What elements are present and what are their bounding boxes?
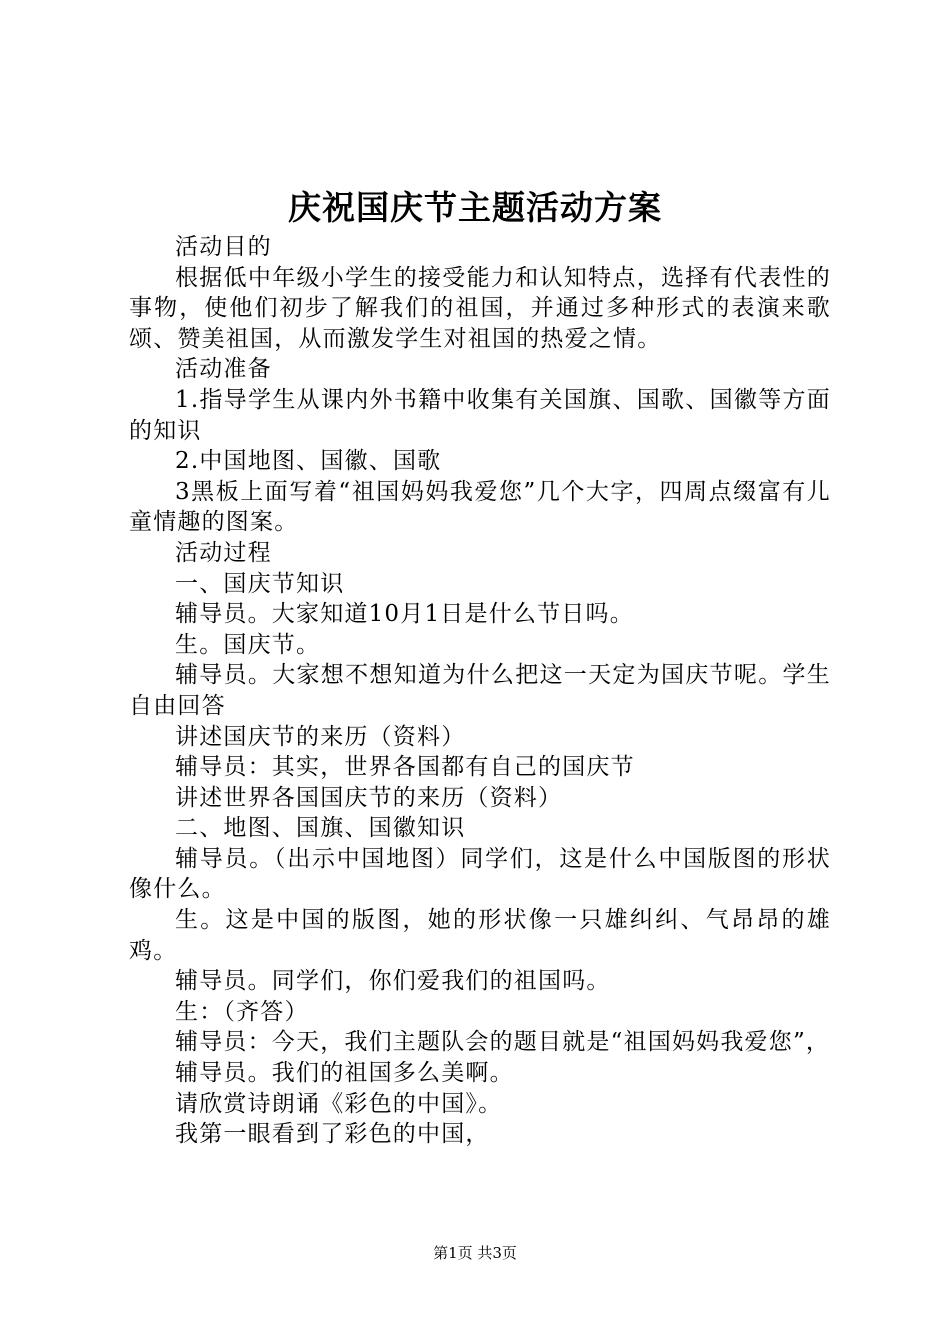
paragraph: 辅导员：今天，我们主题队会的题目就是“祖国妈妈我爱您”， <box>175 1029 831 1056</box>
paragraph: 辅导员。我们的祖国多么美啊。 <box>175 1060 514 1087</box>
paragraph: 辅导员。同学们，你们爱我们的祖国吗。 <box>175 968 611 995</box>
paragraph: 生：（齐答） <box>175 998 309 1025</box>
page-footer: 第1页 共3页 <box>433 1244 517 1262</box>
paragraph: 根据低中年级小学生的接受能力和认知特点，选择有代表性的事物，使他们初步了解我们的祖国，并通过多种形式的表演来歌颂、赞美祖国，从而激发学生对祖国的热爱之情。 <box>129 264 831 352</box>
paragraph: 活动目的 <box>175 234 272 260</box>
paragraph: 辅导员。（出示中国地图）同学们，这是什么中国版图的形状像什么。 <box>129 845 831 903</box>
paragraph: 1.指导学生从课内外书籍中收集有关国旗、国歌、国徽等方面的知识 <box>129 386 831 444</box>
paragraph: 讲述国庆节的来历（资料） <box>175 723 466 750</box>
paragraph: 辅导员：其实，世界各国都有自己的国庆节 <box>175 754 635 781</box>
paragraph: 辅导员。大家想不想知道为什么把这一天定为国庆节呢。学生自由回答 <box>129 662 831 719</box>
document-body <box>129 232 831 1150</box>
paragraph: 活动准备 <box>175 356 272 383</box>
paragraph: 生。国庆节。 <box>175 631 321 658</box>
paragraph: 2.中国地图、国徽、国歌 <box>175 448 442 475</box>
paragraph: 生。这是中国的版图，她的形状像一只雄纠纠、气昂昂的雄鸡。 <box>129 907 831 964</box>
paragraph: 辅导员。大家知道10月1日是什么节日吗。 <box>175 601 634 628</box>
document-title: 庆祝国庆节主题活动方案 <box>288 188 662 227</box>
paragraph: 二、地图、国旗、国徽知识 <box>175 815 466 842</box>
paragraph: 活动过程 <box>175 539 272 566</box>
paragraph: 一、国庆节知识 <box>175 570 345 597</box>
paragraph: 请欣赏诗朗诵《彩色的中国》。 <box>175 1090 503 1117</box>
paragraph: 我第一眼看到了彩色的中国， <box>175 1121 490 1148</box>
paragraph: 讲述世界各国国庆节的来历（资料） <box>175 784 563 811</box>
paragraph: 3黑板上面写着“祖国妈妈我爱您”几个大字，四周点缀富有儿童情趣的图案。 <box>129 478 831 536</box>
